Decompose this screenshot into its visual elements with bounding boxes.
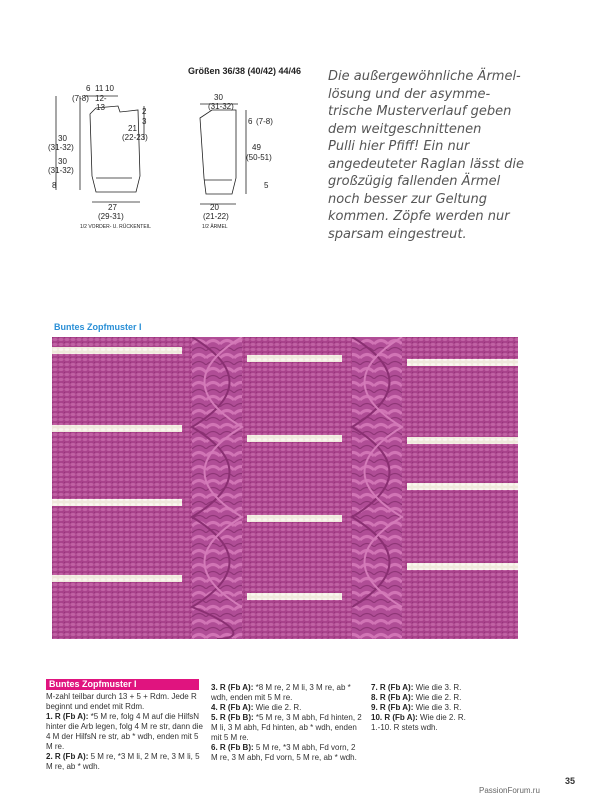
dim-sleeve-20: 20 [210, 203, 219, 212]
intro-line: sparsam eingestreut. [328, 226, 467, 242]
body-dimensions [48, 84, 151, 230]
intro-line: noch besser zur Geltung [328, 191, 488, 207]
intro-line: lösung und der asymme- [328, 86, 491, 102]
watermark: PassionForum.ru [479, 786, 540, 795]
dim-2: 2 [142, 107, 147, 116]
instruction-paragraph: 9. R (Fb A): Wie die 3. R. [371, 703, 462, 712]
instruction-paragraph: 2. R (Fb A): 5 M re, *3 M li, 2 M re, 3 M li, 5 M re, ab * wdh. [46, 752, 200, 771]
dim-30b: 30 [58, 157, 67, 166]
instruction-paragraph: 6. R (Fb B): 5 M re, *3 M abh, Fd vorn, 2 M re, 3 M abh, Fd vorn, 5 M re, ab * wdh. [211, 743, 357, 762]
dim-31-32a: (31-32) [48, 143, 74, 152]
dim-sleeve-21-22: (21-22) [203, 212, 229, 221]
intro-line: Die außergewöhnliche Ärmel- [328, 69, 521, 84]
instruction-paragraph: 7. R (Fb A): Wie die 3. R. [371, 683, 462, 692]
page-number: 35 [565, 776, 576, 786]
dim-sleeve-49: 49 [252, 143, 261, 152]
sleeve-label: 1/2 ÄRMEL [202, 224, 228, 230]
dim-27: 27 [108, 203, 117, 212]
dim-8: 8 [52, 181, 57, 190]
dim-12: 12- [95, 94, 107, 103]
instruction-paragraph: 5. R (Fb B): *5 M re, 3 M abh, Fd hinten, 2 M li, 3 M abh, Fd hinten, ab * wdh, enden mit 5 M re. [211, 713, 362, 742]
dim-sleeve-5: 5 [264, 181, 269, 190]
dim-31-32b: (31-32) [48, 166, 74, 175]
body-label: 1/2 VORDER- U. RÜCKENTEIL [80, 224, 151, 230]
sleeve-schematic [200, 104, 246, 204]
dim-6: 6 [86, 84, 91, 93]
dim-sleeve-31-32: (31-32) [208, 102, 234, 111]
intro-line: trische Musterverlauf geben [328, 104, 512, 119]
intro-line: Pulli hier Pfiff! Ein nur [328, 139, 470, 154]
garment-schematics [0, 60, 330, 250]
dim-11: 11 [95, 84, 104, 93]
dim-sleeve-30: 30 [214, 93, 223, 102]
dim-10: 10 [105, 84, 114, 93]
instructions-column-1 [46, 692, 206, 772]
instruction-paragraph: 8. R (Fb A): Wie die 2. R. [371, 693, 462, 702]
sleeve-dimensions [202, 93, 273, 230]
dim-29-31: (29-31) [98, 212, 124, 221]
dim-13: 13 [96, 103, 105, 112]
dim-21: 21 [128, 124, 137, 133]
dim-sleeve-7-8: (7-8) [256, 117, 273, 126]
intro-text [328, 68, 568, 243]
knit-swatch-photo [52, 337, 518, 639]
dim-30a: 30 [58, 134, 67, 143]
intro-line: kommen. Zöpfe werden nur [328, 209, 510, 224]
instruction-paragraph: 1.-10. R stets wdh. [371, 723, 438, 732]
instruction-paragraph: 3. R (Fb A): *8 M re, 2 M li, 3 M re, ab * wdh, enden mit 5 M re. [211, 683, 351, 702]
instructions-header: Buntes Zopfmuster I [46, 679, 199, 690]
instruction-paragraph: 4. R (Fb A): Wie die 2. R. [211, 703, 302, 712]
dim-7-8: (7-8) [72, 94, 89, 103]
dim-sleeve-6: 6 [248, 117, 253, 126]
sizes-title: Größen 36/38 (40/42) 44/46 [188, 66, 302, 76]
pattern-title: Buntes Zopfmuster I [54, 322, 142, 332]
dim-sleeve-50-51: (50-51) [246, 153, 272, 162]
dim-22-23: (22-23) [122, 133, 148, 142]
intro-line: dem weitgeschnittenen [328, 121, 482, 137]
intro-line: großzügig fallenden Ärmel [328, 174, 501, 189]
instruction-paragraph: 1. R (Fb A): *5 M re, folg 4 M auf die HilfsN hinter die Arb legen, folg 4 M re str, dann die 4 M der HilfsN re str, ab * wdh, enden mit 5 M re. [46, 712, 203, 751]
instruction-paragraph: 10. R (Fb A): Wie die 2. R. [371, 713, 466, 722]
cable-right [352, 337, 402, 639]
intro-line: angedeuteter Raglan lässt die [328, 156, 525, 172]
instructions-column-2 [211, 683, 363, 763]
instruction-paragraph: M-zahl teilbar durch 13 + 5 + Rdm. Jede R beginnt und endet mit Rdm. [46, 692, 197, 711]
cable-left [192, 337, 242, 639]
instructions-column-3 [371, 683, 541, 733]
dim-3: 3 [142, 117, 147, 126]
